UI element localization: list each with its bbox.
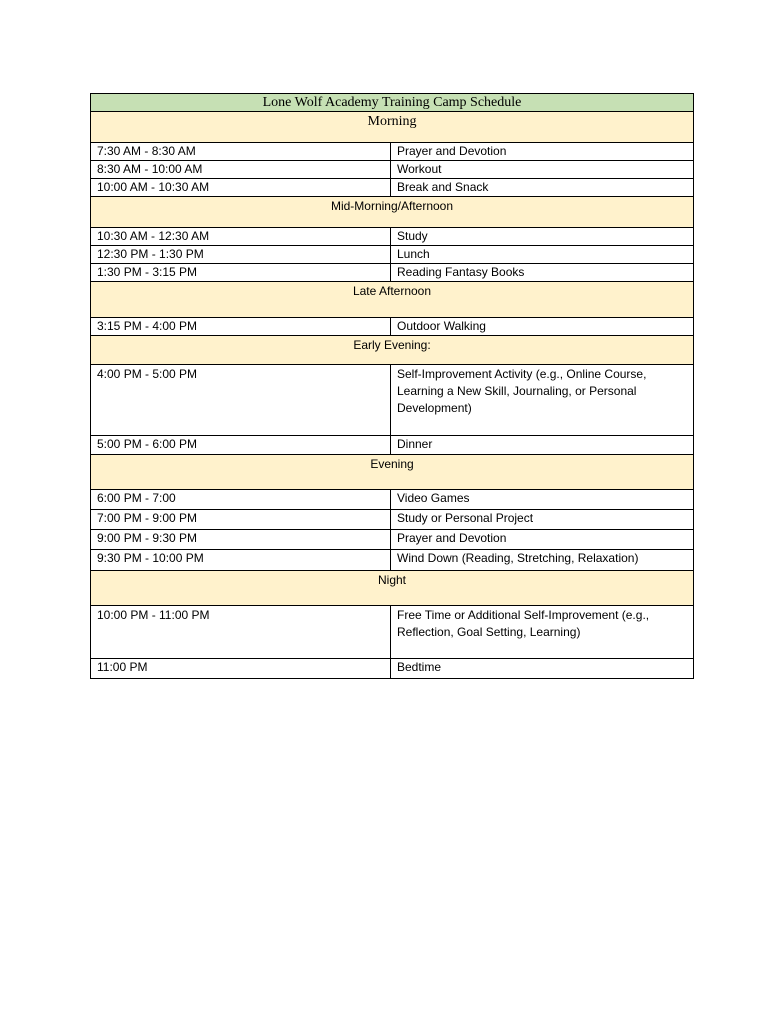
time-cell: 5:00 PM - 6:00 PM [91,436,391,455]
activity-cell: Bedtime [391,659,694,679]
time-cell: 6:00 PM - 7:00 [91,490,391,510]
activity-cell: Reading Fantasy Books [391,264,694,282]
time-cell: 7:30 AM - 8:30 AM [91,143,391,161]
section-title: Early Evening: [91,336,694,365]
activity-cell: Study [391,228,694,246]
table-row [91,228,694,246]
activity-cell: Lunch [391,246,694,264]
section-header-late-afternoon [91,282,694,318]
table-row [91,161,694,179]
activity-cell: Dinner [391,436,694,455]
section-title: Morning [91,112,694,143]
time-cell: 3:15 PM - 4:00 PM [91,318,391,336]
activity-cell: Prayer and Devotion [391,530,694,550]
time-cell: 10:30 AM - 12:30 AM [91,228,391,246]
time-cell: 7:00 PM - 9:00 PM [91,510,391,530]
time-cell: 12:30 PM - 1:30 PM [91,246,391,264]
table-row [91,318,694,336]
section-title: Late Afternoon [91,282,694,318]
time-cell: 9:30 PM - 10:00 PM [91,550,391,571]
section-header-night [91,571,694,606]
section-title: Evening [91,455,694,490]
time-cell: 8:30 AM - 10:00 AM [91,161,391,179]
time-cell: 10:00 PM - 11:00 PM [91,606,391,659]
table-row [91,659,694,679]
schedule-title: Lone Wolf Academy Training Camp Schedule [91,94,694,112]
time-cell: 10:00 AM - 10:30 AM [91,179,391,197]
table-row [91,510,694,530]
section-title: Night [91,571,694,606]
time-cell: 9:00 PM - 9:30 PM [91,530,391,550]
section-header-evening [91,455,694,490]
table-row [91,179,694,197]
activity-cell: Study or Personal Project [391,510,694,530]
time-cell: 4:00 PM - 5:00 PM [91,365,391,436]
activity-cell: Wind Down (Reading, Stretching, Relaxation) [391,550,694,571]
table-row [91,606,694,659]
table-row [91,365,694,436]
section-header-morning [91,112,694,143]
activity-cell: Prayer and Devotion [391,143,694,161]
section-title: Mid-Morning/Afternoon [91,197,694,228]
activity-cell: Outdoor Walking [391,318,694,336]
table-row [91,490,694,510]
activity-cell: Break and Snack [391,179,694,197]
activity-cell: Workout [391,161,694,179]
time-cell: 1:30 PM - 3:15 PM [91,264,391,282]
section-header-mid-morning [91,197,694,228]
activity-cell: Video Games [391,490,694,510]
schedule-table [90,93,694,679]
table-row [91,143,694,161]
table-row [91,530,694,550]
title-row [91,94,694,112]
table-row [91,246,694,264]
table-row [91,264,694,282]
time-cell: 11:00 PM [91,659,391,679]
section-header-early-evening [91,336,694,365]
table-row [91,436,694,455]
activity-cell: Self-Improvement Activity (e.g., Online Course, Learning a New Skill, Journaling, or Personal Development) [391,365,694,436]
activity-cell: Free Time or Additional Self-Improvement (e.g., Reflection, Goal Setting, Learning) [391,606,694,659]
table-row [91,550,694,571]
